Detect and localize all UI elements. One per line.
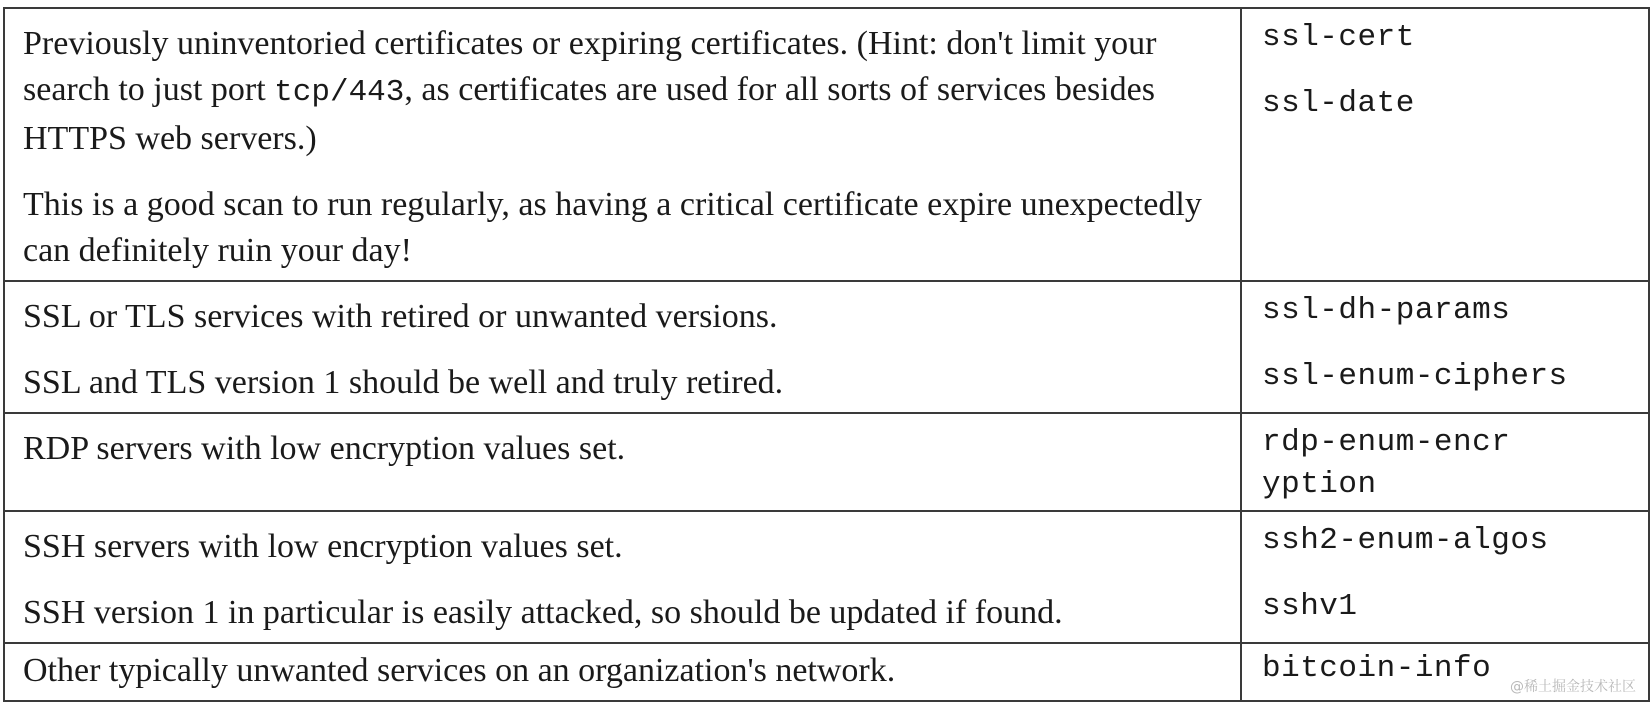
watermark: @稀土掘金技术社区 [1510, 679, 1636, 695]
script-name: ssl-enum-ciphers [1262, 359, 1568, 394]
description-cell [4, 281, 1241, 413]
description-paragraph: SSH servers with low encryption values set. [23, 528, 623, 565]
script-cell [1241, 511, 1649, 643]
script-name: rdp-enum-encryption [1262, 425, 1511, 502]
script-cell [1241, 8, 1649, 281]
table-row [4, 511, 1649, 643]
script-name: ssl-dh-params [1262, 293, 1511, 328]
description-cell [4, 8, 1241, 281]
description-cell [4, 643, 1241, 701]
description-paragraph: Other typically unwanted services on an organization's network. [23, 652, 896, 689]
description-paragraph: SSL or TLS services with retired or unwanted versions. [23, 298, 778, 335]
script-cell [1241, 281, 1649, 413]
script-name: ssh2-enum-algos [1262, 523, 1549, 558]
script-name: bitcoin-info [1262, 651, 1492, 686]
nmap-scripts-table [3, 7, 1650, 702]
description-cell [4, 511, 1241, 643]
description-paragraph: Previously uninventoried certificates or expiring certificates. (Hint: don't limit your search to just port tcp/443, as certificates are used for all sorts of services besides HTTPS web servers.) [23, 25, 1157, 157]
table-row [4, 643, 1649, 701]
table-row [4, 413, 1649, 511]
description-paragraph: RDP servers with low encryption values set. [23, 430, 626, 467]
script-name: sshv1 [1262, 589, 1358, 624]
script-name: ssl-cert [1262, 20, 1415, 55]
table-row [4, 8, 1649, 281]
script-cell [1241, 413, 1649, 511]
table-row [4, 281, 1649, 413]
description-paragraph: This is a good scan to run regularly, as having a critical certificate expire unexpectedly can definitely ruin your day! [23, 186, 1202, 269]
port-code: tcp/443 [274, 75, 405, 110]
description-paragraph: SSH version 1 in particular is easily attacked, so should be updated if found. [23, 594, 1063, 631]
description-paragraph: SSL and TLS version 1 should be well and truly retired. [23, 364, 784, 401]
script-name: ssl-date [1262, 86, 1415, 121]
description-cell [4, 413, 1241, 511]
